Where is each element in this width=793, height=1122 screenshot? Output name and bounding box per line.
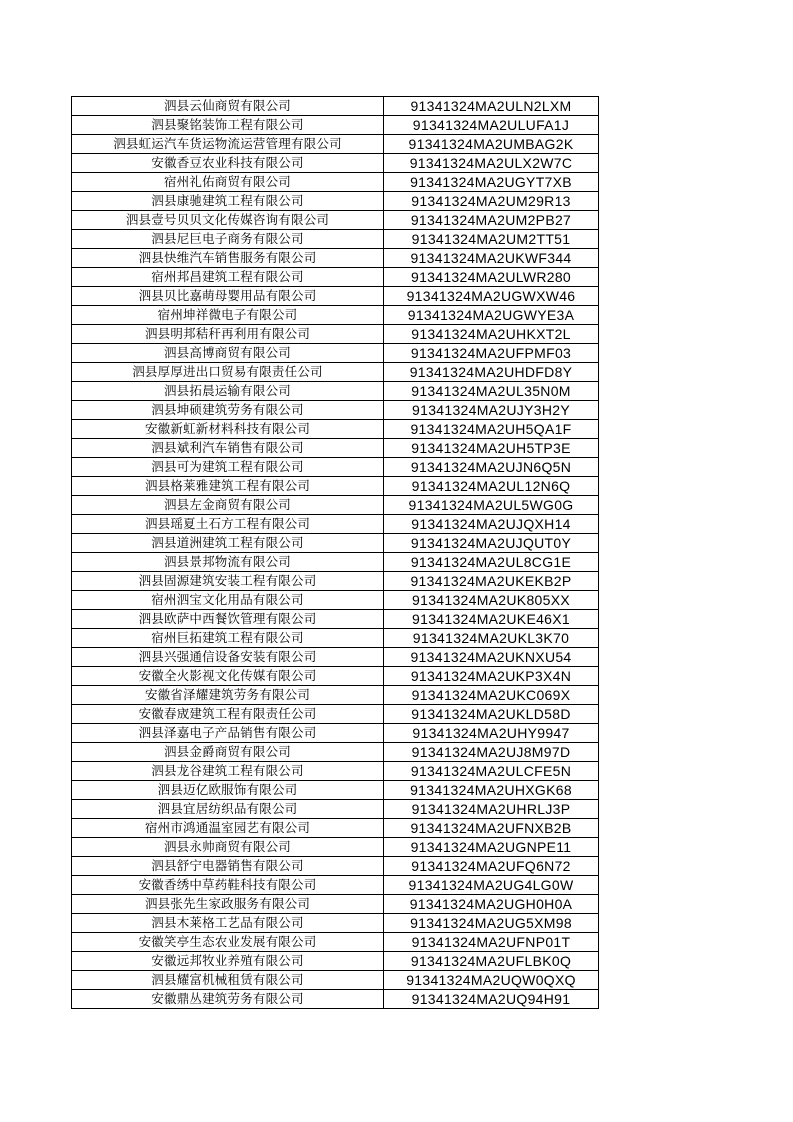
company-name-cell: 泗县永帅商贸有限公司 [72, 838, 384, 857]
table-row [72, 135, 599, 154]
table-row [72, 344, 599, 363]
company-name-cell: 泗县格莱雅建筑工程有限公司 [72, 477, 384, 496]
table-row [72, 857, 599, 876]
credit-code-cell: 91341324MA2UHDFD8Y [384, 363, 599, 382]
credit-code-cell: 91341324MA2UJ8M97D [384, 743, 599, 762]
table-row [72, 648, 599, 667]
company-name-cell: 泗县左金商贸有限公司 [72, 496, 384, 515]
credit-code-cell: 91341324MA2UMBAG2K [384, 135, 599, 154]
credit-code-cell: 91341324MA2ULUFA1J [384, 116, 599, 135]
table-row [72, 629, 599, 648]
table-row [72, 325, 599, 344]
table-row [72, 97, 599, 116]
credit-code-cell: 91341324MA2UGYT7XB [384, 173, 599, 192]
table-row [72, 895, 599, 914]
table-row [72, 800, 599, 819]
table-row [72, 971, 599, 990]
company-name-cell: 泗县景邦物流有限公司 [72, 553, 384, 572]
table-row [72, 268, 599, 287]
credit-code-cell: 91341324MA2UL8CG1E [384, 553, 599, 572]
table-row [72, 591, 599, 610]
company-name-cell: 安徽鼎丛建筑劳务有限公司 [72, 990, 384, 1009]
company-name-cell: 泗县龙谷建筑工程有限公司 [72, 762, 384, 781]
table-row [72, 401, 599, 420]
credit-code-cell: 91341324MA2UKNXU54 [384, 648, 599, 667]
company-name-cell: 泗县斌利汽车销售有限公司 [72, 439, 384, 458]
company-name-cell: 泗县尼巨电子商务有限公司 [72, 230, 384, 249]
credit-code-cell: 91341324MA2UQ94H91 [384, 990, 599, 1009]
company-name-cell: 宿州礼佑商贸有限公司 [72, 173, 384, 192]
credit-code-cell: 91341324MA2UJQUT0Y [384, 534, 599, 553]
company-name-cell: 泗县康驰建筑工程有限公司 [72, 192, 384, 211]
table-row [72, 420, 599, 439]
company-name-cell: 安徽新虹新材料科技有限公司 [72, 420, 384, 439]
table-row [72, 933, 599, 952]
credit-code-cell: 91341324MA2UKLD58D [384, 705, 599, 724]
table-row [72, 249, 599, 268]
table-row [72, 952, 599, 971]
credit-code-cell: 91341324MA2UGWYE3A [384, 306, 599, 325]
company-name-cell: 泗县贝比嘉萌母婴用品有限公司 [72, 287, 384, 306]
table-row [72, 230, 599, 249]
company-name-cell: 泗县聚铭装饰工程有限公司 [72, 116, 384, 135]
credit-code-cell: 91341324MA2UHKXT2L [384, 325, 599, 344]
company-credit-code-table [71, 96, 599, 1009]
company-name-cell: 泗县壹号贝贝文化传媒咨询有限公司 [72, 211, 384, 230]
company-name-cell: 泗县迈亿欧服饰有限公司 [72, 781, 384, 800]
company-name-cell: 安徽省泽耀建筑劳务有限公司 [72, 686, 384, 705]
company-name-cell: 泗县快维汽车销售服务有限公司 [72, 249, 384, 268]
company-name-cell: 泗县高博商贸有限公司 [72, 344, 384, 363]
table-row [72, 724, 599, 743]
company-name-cell: 泗县瑶夏土石方工程有限公司 [72, 515, 384, 534]
table-row [72, 686, 599, 705]
table-row [72, 781, 599, 800]
table-row [72, 667, 599, 686]
credit-code-cell: 91341324MA2UFQ6N72 [384, 857, 599, 876]
company-name-cell: 宿州邦昌建筑工程有限公司 [72, 268, 384, 287]
table-row [72, 876, 599, 895]
company-name-cell: 泗县云仙商贸有限公司 [72, 97, 384, 116]
table-row [72, 173, 599, 192]
table-row [72, 477, 599, 496]
company-register-sheet [71, 96, 599, 1009]
credit-code-cell: 91341324MA2UJY3H2Y [384, 401, 599, 420]
credit-code-cell: 91341324MA2UFNP01T [384, 933, 599, 952]
company-name-cell: 泗县坤硕建筑劳务有限公司 [72, 401, 384, 420]
credit-code-cell: 91341324MA2UKL3K70 [384, 629, 599, 648]
credit-code-cell: 91341324MA2UH5QA1F [384, 420, 599, 439]
credit-code-cell: 91341324MA2UK805XX [384, 591, 599, 610]
credit-code-cell: 91341324MA2UG5XM98 [384, 914, 599, 933]
table-row [72, 192, 599, 211]
credit-code-cell: 91341324MA2UHRLJ3P [384, 800, 599, 819]
credit-code-cell: 91341324MA2UKE46X1 [384, 610, 599, 629]
table-row [72, 154, 599, 173]
credit-code-cell: 91341324MA2UGH0H0A [384, 895, 599, 914]
company-name-cell: 泗县宜居纺织品有限公司 [72, 800, 384, 819]
credit-code-cell: 91341324MA2ULCFE5N [384, 762, 599, 781]
company-name-cell: 泗县欧萨中西餐饮管理有限公司 [72, 610, 384, 629]
company-name-cell: 安徽香绣中草药鞋科技有限公司 [72, 876, 384, 895]
credit-code-cell: 91341324MA2UKEKB2P [384, 572, 599, 591]
credit-code-cell: 91341324MA2UFLBK0Q [384, 952, 599, 971]
credit-code-cell: 91341324MA2UJQXH14 [384, 515, 599, 534]
table-row [72, 819, 599, 838]
company-name-cell: 宿州巨拓建筑工程有限公司 [72, 629, 384, 648]
company-name-cell: 泗县木莱格工艺品有限公司 [72, 914, 384, 933]
table-row [72, 496, 599, 515]
table-row [72, 306, 599, 325]
credit-code-cell: 91341324MA2UGWXW46 [384, 287, 599, 306]
company-name-cell: 安徽远邦牧业养殖有限公司 [72, 952, 384, 971]
credit-code-cell: 91341324MA2UG4LG0W [384, 876, 599, 895]
company-name-cell: 泗县金爵商贸有限公司 [72, 743, 384, 762]
credit-code-cell: 91341324MA2UH5TP3E [384, 439, 599, 458]
table-row [72, 211, 599, 230]
table-row [72, 116, 599, 135]
table-row [72, 990, 599, 1009]
table-row [72, 515, 599, 534]
credit-code-cell: 91341324MA2UQW0QXQ [384, 971, 599, 990]
table-row [72, 458, 599, 477]
company-name-cell: 安徽春宬建筑工程有限责任公司 [72, 705, 384, 724]
credit-code-cell: 91341324MA2UFPMF03 [384, 344, 599, 363]
table-row [72, 743, 599, 762]
company-name-cell: 泗县虹运汽车货运物流运营管理有限公司 [72, 135, 384, 154]
table-row [72, 572, 599, 591]
credit-code-cell: 91341324MA2UM2TT51 [384, 230, 599, 249]
company-name-cell: 安徽香豆农业科技有限公司 [72, 154, 384, 173]
table-row [72, 287, 599, 306]
company-name-cell: 泗县道洲建筑工程有限公司 [72, 534, 384, 553]
credit-code-cell: 91341324MA2UL12N6Q [384, 477, 599, 496]
credit-code-cell: 91341324MA2UFNXB2B [384, 819, 599, 838]
credit-code-cell: 91341324MA2UKWF344 [384, 249, 599, 268]
company-name-cell: 泗县耀富机械租赁有限公司 [72, 971, 384, 990]
table-row [72, 705, 599, 724]
company-name-cell: 泗县张先生家政服务有限公司 [72, 895, 384, 914]
credit-code-cell: 91341324MA2UM2PB27 [384, 211, 599, 230]
company-name-cell: 泗县拓晨运输有限公司 [72, 382, 384, 401]
credit-code-cell: 91341324MA2UKP3X4N [384, 667, 599, 686]
company-name-cell: 泗县明邦秸秆再利用有限公司 [72, 325, 384, 344]
credit-code-cell: 91341324MA2UL35N0M [384, 382, 599, 401]
company-name-cell: 泗县泽嘉电子产品销售有限公司 [72, 724, 384, 743]
table-row [72, 363, 599, 382]
company-name-cell: 宿州坤祥微电子有限公司 [72, 306, 384, 325]
company-name-cell: 宿州市鸿通温室园艺有限公司 [72, 819, 384, 838]
company-name-cell: 泗县舒宁电器销售有限公司 [72, 857, 384, 876]
credit-code-cell: 91341324MA2ULN2LXM [384, 97, 599, 116]
credit-code-cell: 91341324MA2UGNPE11 [384, 838, 599, 857]
credit-code-cell: 91341324MA2UKC069X [384, 686, 599, 705]
table-row [72, 610, 599, 629]
credit-code-cell: 91341324MA2UL5WG0G [384, 496, 599, 515]
company-name-cell: 安徽全火影视文化传媒有限公司 [72, 667, 384, 686]
company-name-cell: 泗县兴强通信设备安装有限公司 [72, 648, 384, 667]
credit-code-cell: 91341324MA2UJN6Q5N [384, 458, 599, 477]
table-body [72, 97, 599, 1009]
credit-code-cell: 91341324MA2UM29R13 [384, 192, 599, 211]
credit-code-cell: 91341324MA2UHXGK68 [384, 781, 599, 800]
company-name-cell: 泗县固源建筑安装工程有限公司 [72, 572, 384, 591]
table-row [72, 914, 599, 933]
company-name-cell: 泗县可为建筑工程有限公司 [72, 458, 384, 477]
table-row [72, 534, 599, 553]
table-row [72, 553, 599, 572]
credit-code-cell: 91341324MA2ULX2W7C [384, 154, 599, 173]
company-name-cell: 泗县厚厚进出口贸易有限责任公司 [72, 363, 384, 382]
table-row [72, 762, 599, 781]
credit-code-cell: 91341324MA2ULWR280 [384, 268, 599, 287]
table-row [72, 382, 599, 401]
company-name-cell: 宿州泗宝文化用品有限公司 [72, 591, 384, 610]
table-row [72, 838, 599, 857]
table-row [72, 439, 599, 458]
company-name-cell: 安徽笑亭生态农业发展有限公司 [72, 933, 384, 952]
credit-code-cell: 91341324MA2UHY9947 [384, 724, 599, 743]
